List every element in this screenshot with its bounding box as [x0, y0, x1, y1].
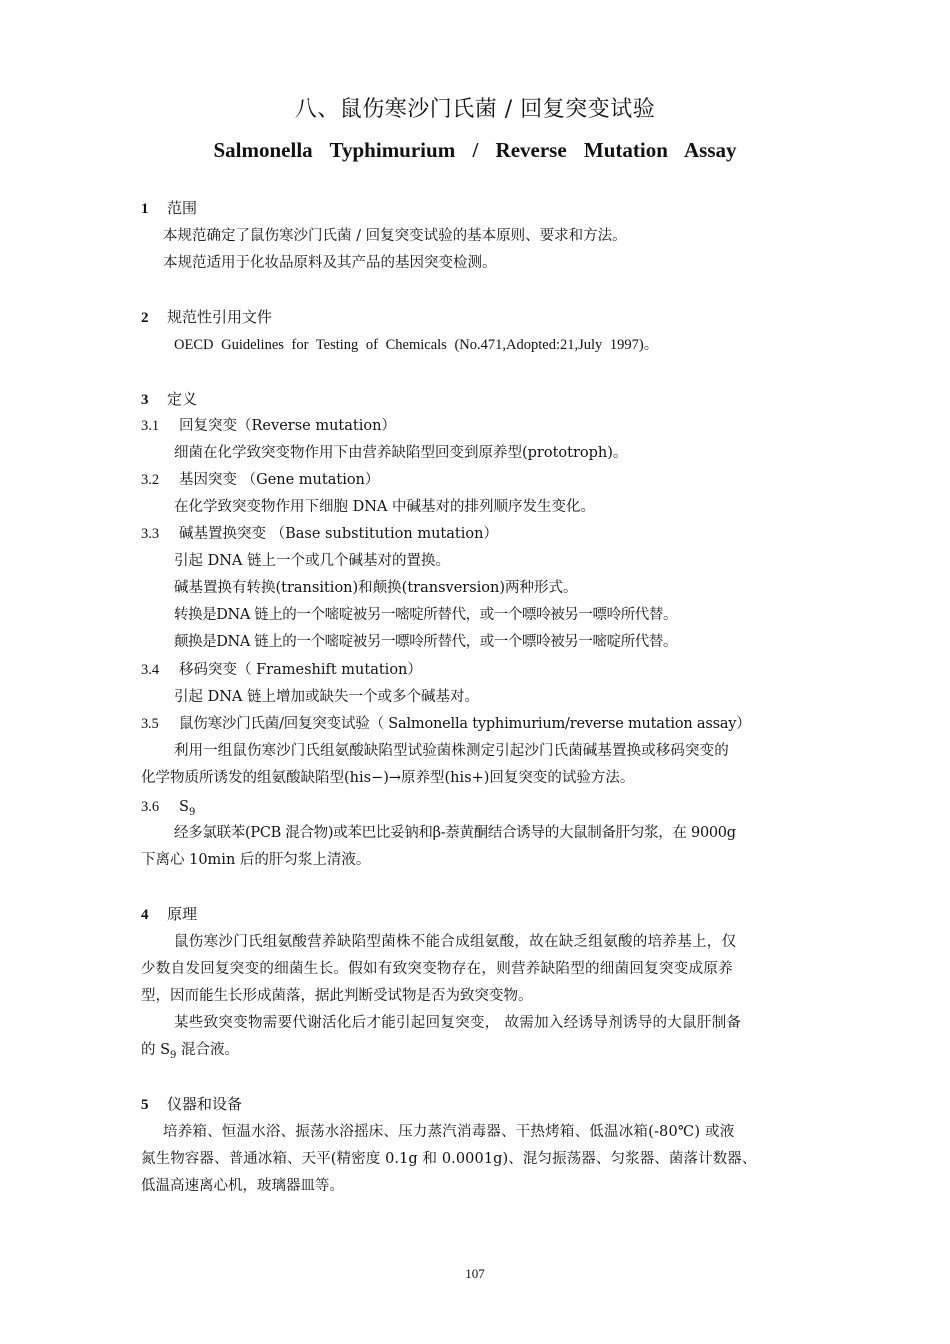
subsection-3-1-heading: [141, 416, 396, 436]
paragraph: 在化学致突变物作用下细胞 DNA 中碱基对的排列顺序发生变化。: [174, 499, 596, 515]
reference-text: OECD Guidelines for Testing of Chemicals (No.471,Adopted:21,July 1997)。: [174, 337, 659, 353]
subsection-title: 回复突变（Reverse mutation）: [179, 418, 396, 434]
subsection-number: 3.1: [141, 418, 160, 434]
paragraph: 细菌在化学致突变物作用下由营养缺陷型回变到原养型(prototroph)。: [174, 445, 628, 461]
subsection-title: S: [179, 799, 189, 815]
section-title: 原理: [167, 905, 198, 923]
text-fragment: 混合液。: [176, 1042, 240, 1058]
subsection-number: 3.5: [141, 716, 159, 732]
subsection-3-4-heading: [141, 660, 422, 680]
paragraph-line: 培养箱、恒温水浴、振荡水浴摇床、压力蒸汽消毒器、干热烤箱、低温冰箱(-80℃) 或液: [163, 1124, 735, 1140]
paragraph: 本规范确定了鼠伤寒沙门氏菌 / 回复突变试验的基本原则、要求和方法。: [163, 228, 627, 244]
text-fragment: 的 S: [141, 1042, 171, 1058]
subscript: 9: [188, 807, 196, 818]
subsection-title: 基因突变 （Gene mutation）: [179, 472, 380, 488]
page-number: 107: [465, 1266, 485, 1281]
section-number: 1: [141, 201, 149, 217]
section-5-heading: [141, 1094, 242, 1115]
document-subtitle: Salmonella Typhimurium / Reverse Mutation Assay: [213, 138, 737, 162]
paragraph: 引起 DNA 链上增加或缺失一个或多个碱基对。: [174, 689, 480, 705]
section-number: 2: [141, 310, 149, 326]
subsection-3-5-heading: [141, 714, 751, 734]
section-3-heading: [141, 389, 197, 410]
subsection-number: 3.3: [141, 526, 160, 542]
section-1-heading: [141, 198, 197, 219]
document-title: 八、鼠伤寒沙门氏菌 / 回复突变试验: [294, 97, 656, 122]
section-title: 范围: [167, 199, 198, 217]
paragraph-line: 下离心 10min 后的肝匀浆上清液。: [141, 852, 371, 868]
paragraph-line: 低温高速离心机，玻璃器皿等。: [141, 1178, 344, 1194]
section-number: 4: [141, 907, 149, 923]
subsection-title: 碱基置换突变 （Base substitution mutation）: [179, 526, 498, 542]
paragraph-line: 氮生物容器、普通冰箱、天平(精密度 0.1g 和 0.0001g)、混匀振荡器、匀浆器、菌落计数器、: [141, 1151, 757, 1167]
paragraph-line: 型，因而能生长形成菌落，据此判断受试物是否为致突变物。: [141, 988, 533, 1004]
paragraph: 颠换是DNA 链上的一个嘧啶被另一嘌呤所替代，或一个嘌呤被另一嘧啶所代替。: [174, 634, 678, 650]
paragraph-line: 利用一组鼠伤寒沙门氏组氨酸缺陷型试验菌株测定引起沙门氏菌碱基置换或移码突变的: [174, 743, 729, 759]
subsection-number: 3.6: [141, 799, 160, 815]
section-title: 规范性引用文件: [167, 308, 273, 326]
paragraph: 引起 DNA 链上一个或几个碱基对的置换。: [174, 553, 451, 569]
paragraph-line: 经多氯联苯(PCB 混合物)或苯巴比妥钠和β-萘黄酮结合诱导的大鼠制备肝匀浆，在 9000g: [174, 825, 736, 841]
paragraph-line: 鼠伤寒沙门氏组氨酸营养缺陷型菌株不能合成组氨酸，故在缺乏组氨酸的培养基上，仅: [174, 934, 737, 950]
subsection-title: 鼠伤寒沙门氏菌/回复突变试验（ Salmonella typhimurium/reverse mutation assay）: [179, 716, 751, 732]
section-title: 仪器和设备: [167, 1095, 243, 1113]
subsection-number: 3.4: [141, 662, 160, 678]
paragraph-line: 少数自发回复突变的细菌生长。假如有致突变物存在，则营养缺陷型的细菌回复突变成原养: [141, 961, 733, 977]
section-number: 5: [141, 1097, 149, 1113]
subsection-title: 移码突变（ Frameshift mutation）: [179, 662, 422, 678]
paragraph: 碱基置换有转换(transition)和颠换(transversion)两种形式。: [174, 580, 578, 596]
section-2-heading: [141, 307, 272, 328]
section-number: 3: [141, 392, 149, 408]
subsection-3-2-heading: [141, 470, 379, 490]
subsection-number: 3.2: [141, 472, 160, 488]
paragraph-line: [141, 1040, 239, 1060]
section-4-heading: [141, 904, 197, 925]
subsection-3-3-heading: [141, 524, 498, 544]
paragraph: 本规范适用于化妆品原料及其产品的基因突变检测。: [163, 255, 497, 271]
subsection-3-6-heading: [141, 797, 195, 817]
subscript: 9: [170, 1050, 177, 1061]
section-title: 定义: [167, 390, 198, 408]
paragraph-line: 化学物质所诱发的组氨酸缺陷型(his−)→原养型(his+)回复突变的试验方法。: [141, 770, 635, 786]
paragraph: 转换是DNA 链上的一个嘧啶被另一嘧啶所替代，或一个嘌呤被另一嘌呤所代替。: [174, 607, 678, 623]
paragraph-line: 某些致突变物需要代谢活化后才能引起回复突变， 故需加入经诱导剂诱导的大鼠肝制备: [174, 1015, 742, 1031]
